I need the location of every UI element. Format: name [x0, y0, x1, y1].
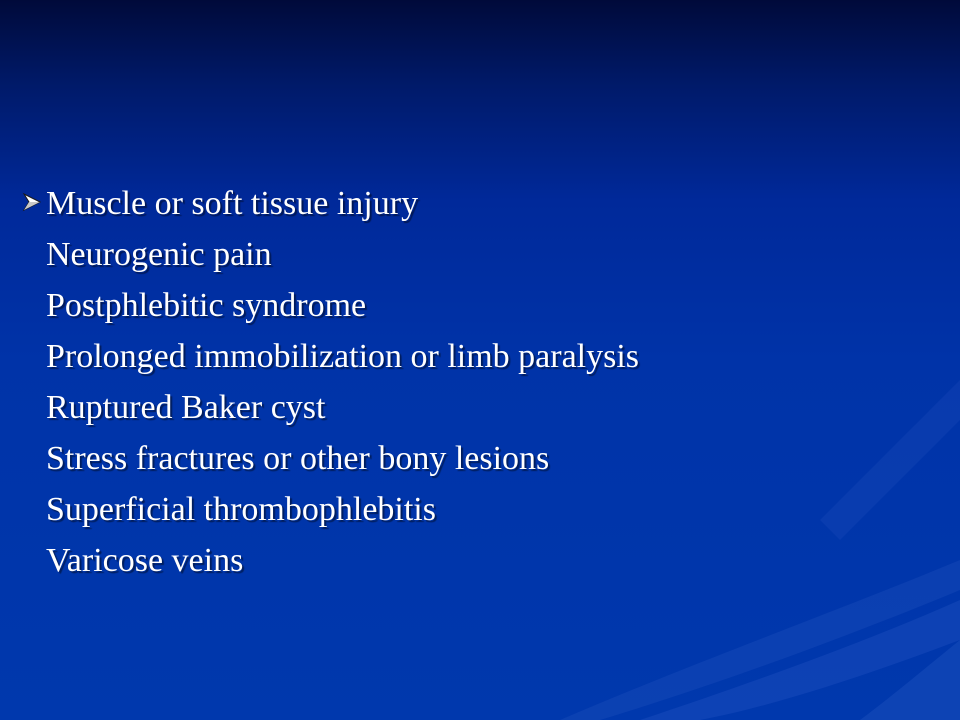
item-ruptured-baker-cyst: Ruptured Baker cyst [46, 389, 326, 426]
item-prolonged-immobilization: Prolonged immobilization or limb paralysis [46, 338, 640, 375]
arrowhead-bullet-icon [18, 178, 46, 226]
item-muscle-soft-tissue-injury: Muscle or soft tissue injury [46, 185, 419, 222]
item-neurogenic-pain: Neurogenic pain [46, 236, 272, 273]
item-postphlebitic-syndrome: Postphlebitic syndrome [46, 287, 367, 324]
item-stress-fractures: Stress fractures or other bony lesions [46, 440, 550, 477]
item-superficial-thrombophlebitis: Superficial thrombophlebitis [46, 491, 436, 528]
bullet-list [18, 178, 918, 586]
list-item [18, 178, 918, 586]
item-varicose-veins: Varicose veins [46, 542, 244, 579]
item-lines [46, 178, 639, 586]
